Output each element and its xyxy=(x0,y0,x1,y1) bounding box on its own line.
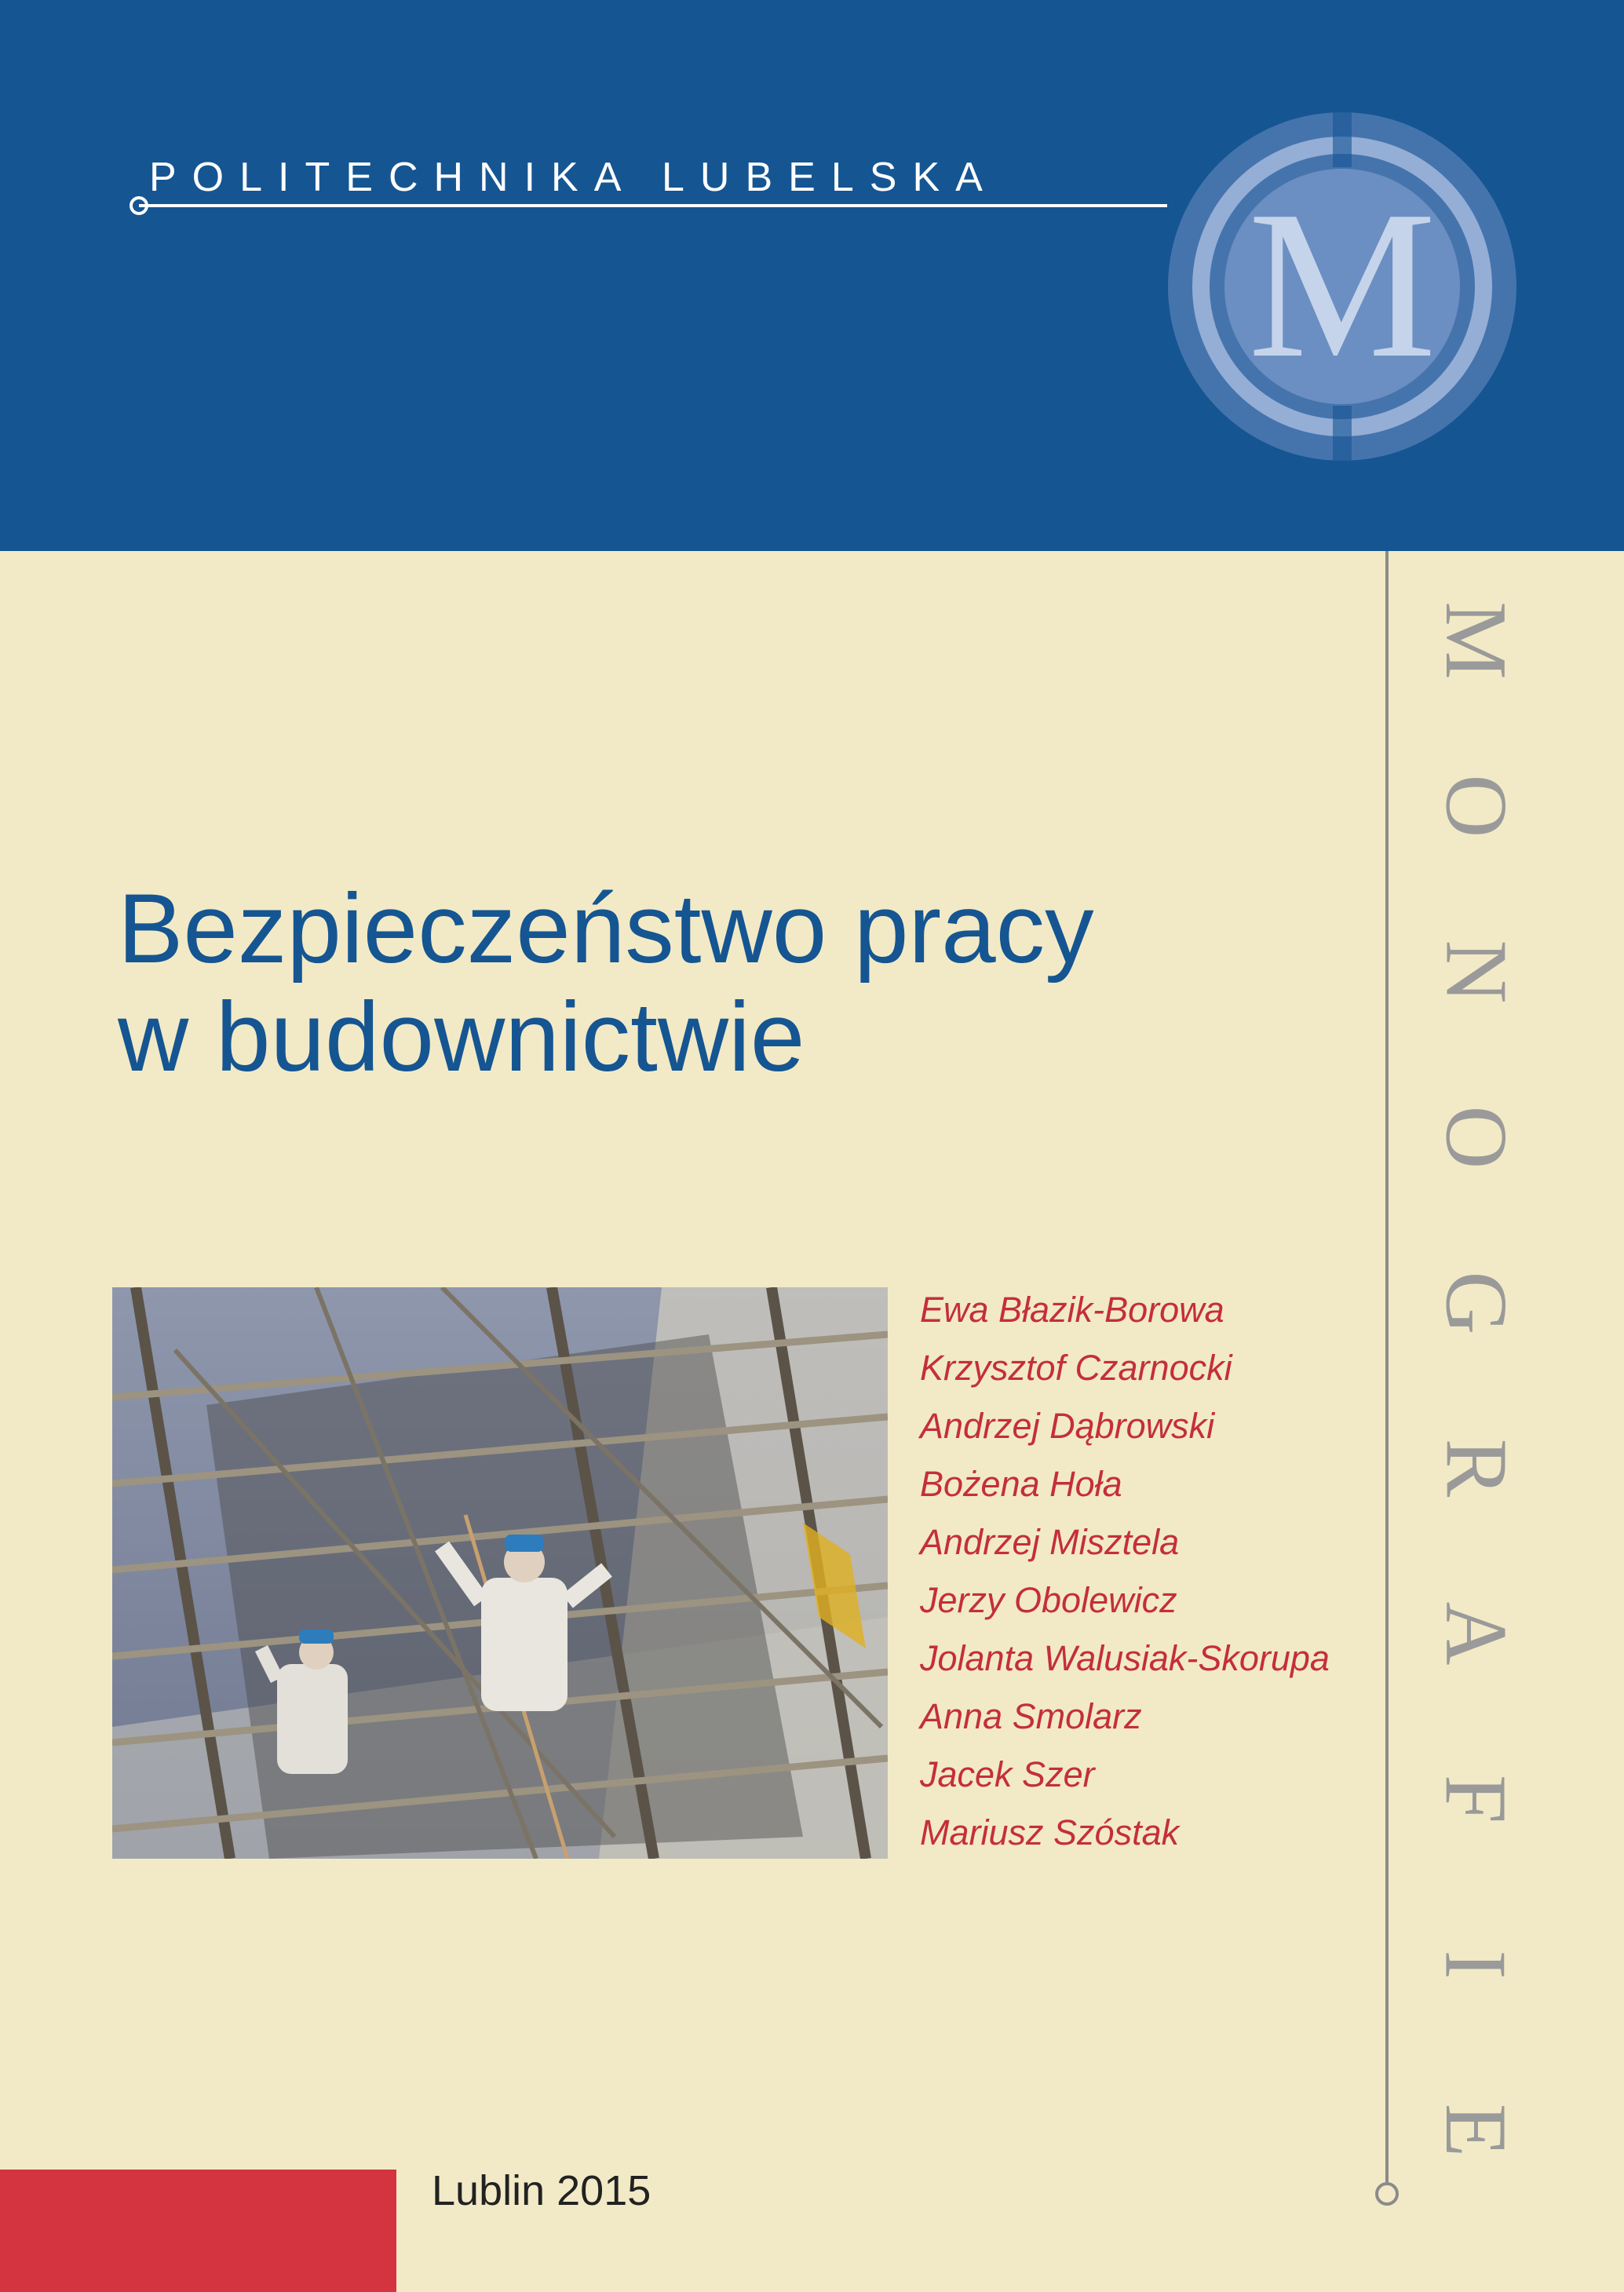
red-accent-bar xyxy=(0,2170,396,2292)
publisher-name: POLITECHNIKA LUBELSKA xyxy=(149,155,998,200)
book-title xyxy=(118,875,1094,1091)
author-name: Anna Smolarz xyxy=(920,1696,1142,1736)
author-name: Andrzej Misztela xyxy=(920,1522,1180,1562)
author-name: Jolanta Walusiak-Skorupa xyxy=(920,1638,1330,1678)
series-letter: E xyxy=(1426,2103,1524,2158)
author-name: Jerzy Obolewicz xyxy=(920,1580,1177,1620)
series-line-dot xyxy=(1375,2182,1399,2206)
series-letter: F xyxy=(1426,1774,1524,1824)
series-letter: R xyxy=(1426,1439,1524,1498)
series-letter: O xyxy=(1426,774,1524,838)
place-and-year: Lublin 2015 xyxy=(432,2167,651,2214)
title-line-1: Bezpieczeństwo pracy xyxy=(118,874,1094,984)
author-name: Bożena Hoła xyxy=(920,1464,1122,1504)
logo-letter: M xyxy=(1247,167,1437,402)
series-letter: I xyxy=(1426,1950,1524,1980)
series-letter: G xyxy=(1426,1271,1524,1334)
author-name: Jacek Szer xyxy=(920,1754,1095,1794)
series-letter: N xyxy=(1426,940,1524,1004)
author-name: Mariusz Szóstak xyxy=(920,1812,1180,1852)
series-letter: M xyxy=(1427,601,1524,680)
author-name: Andrzej Dąbrowski xyxy=(920,1406,1215,1446)
series-letter: A xyxy=(1426,1601,1524,1666)
author-name: Ewa Błazik-Borowa xyxy=(920,1290,1224,1330)
series-vertical-line xyxy=(1385,551,1389,2184)
publisher-underline xyxy=(139,204,1167,207)
series-label xyxy=(1413,597,1538,2174)
author-name: Krzysztof Czarnocki xyxy=(920,1348,1232,1388)
title-line-2: w budownictwie xyxy=(118,982,805,1092)
series-letter: O xyxy=(1426,1105,1524,1170)
scaffolding-photo xyxy=(112,1287,888,1859)
monograph-m-logo-icon xyxy=(1162,106,1523,467)
author-list xyxy=(920,1281,1330,1862)
